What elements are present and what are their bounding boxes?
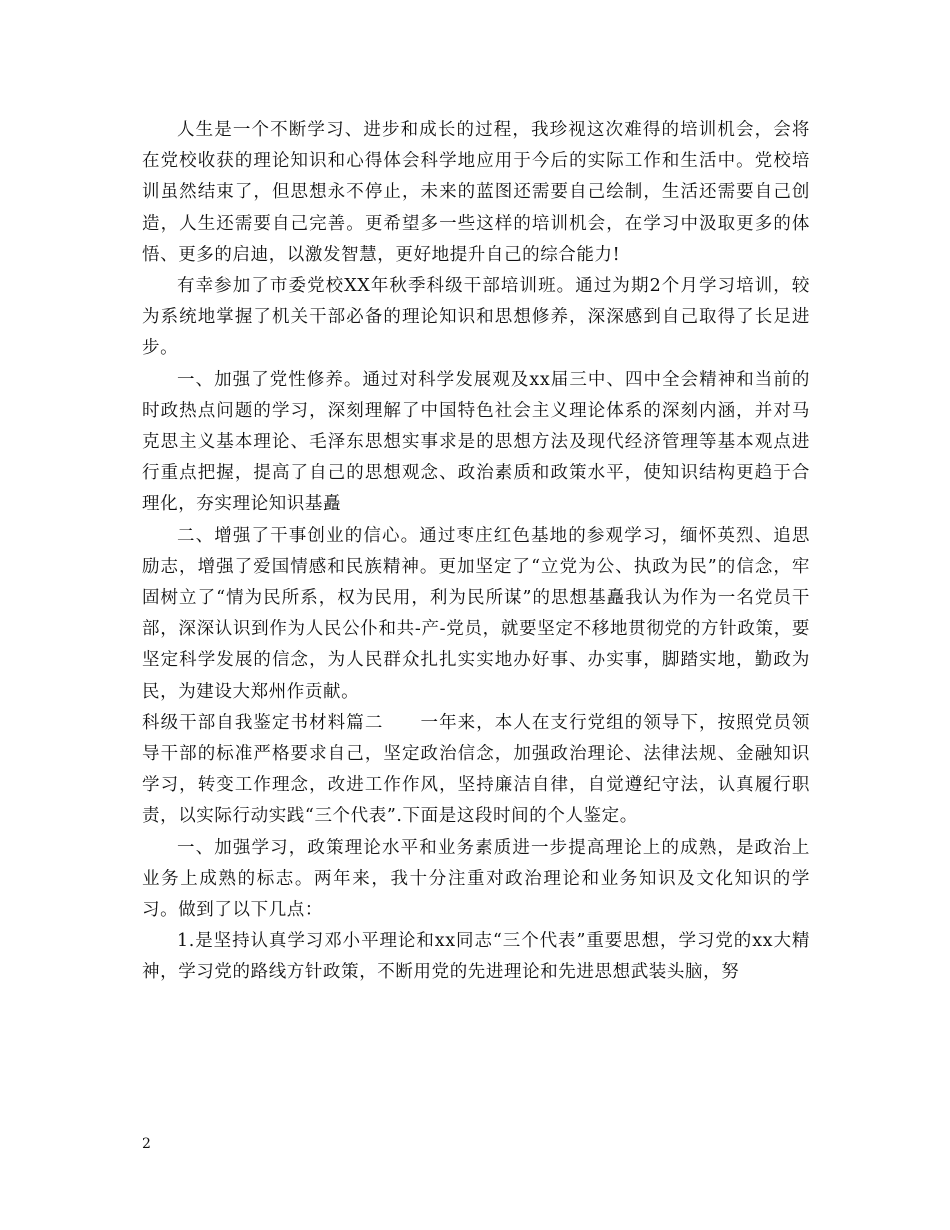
paragraph-study-point-one: 1.是坚持认真学习邓小平理论和xx同志“三个代表”重要思想，学习党的xx大精神，学习党的路线方针政策，不断用党的先进理论和先进思想武装头脑，努: [142, 931, 810, 983]
paragraph-training-reflection: 人生是一个不断学习、进步和成长的过程，我珍视这次难得的培训机会，会将在党校收获的理论知识和心得体会科学地应用于今后的实际工作和生活中。党校培训虽然结束了，但思想永不停止，未来的蓝图还需要自己绘制，生活还需要自己创造，人生还需要自己完善。更希望多一些这样的培训机会，在学习中汲取更多的体悟、更多的启迪，以激发智慧，更好地提升自己的综合能力!: [142, 120, 810, 265]
paragraph-career-confidence: 二、增强了干事创业的信心。通过枣庄红色基地的参观学习，缅怀英烈、追思励志，增强了爱国情感和民族精神。更加坚定了“立党为公、执政为民”的信念，牢固树立了“情为民所系，权为民用，利为民所谋”的思想基矗我认为作为一名党员干部，深深认识到作为人民公仆和共-产-党员，就要坚定不移地贯彻党的方针政策，要坚定科学发展的信念，为人民群众扎扎实实地办好事、办实事，脚踏实地，勤政为民，为建设大郑州作贡献。: [142, 525, 810, 702]
document-body: [142, 115, 810, 989]
paragraph-party-school-intro: 有幸参加了市委党校XX年秋季科级干部培训班。通过为期2个月学习培训，较为系统地掌握了机关干部必备的理论知识和思想修养，深深感到自己取得了长足进步。: [142, 276, 810, 359]
page-number: 2: [142, 1136, 151, 1152]
paragraph-section-two: 科级干部自我鉴定书材料篇二 一年来，本人在支行党组的领导下，按照党员领导干部的标准严格要求自己，坚定政治信念，加强政治理论、法律法规、金融知识学习，转变工作理念，改进工作作风，坚持廉洁自律，自觉遵纪守法，认真履行职责，以实际行动实践“三个代表”.下面是这段时间的个人鉴定。: [142, 712, 810, 827]
paragraph-strengthen-learning: 一、加强学习，政策理论水平和业务素质进一步提高理论上的成熟，是政治上业务上成熟的标志。两年来，我十分注重对政治理论和业务知识及文化知识的学习。做到了以下几点：: [142, 837, 810, 921]
paragraph-party-spirit: 一、加强了党性修养。通过对科学发展观及xx届三中、四中全会精神和当前的时政热点问题的学习，深刻理解了中国特色社会主义理论体系的深刻内涵，并对马克思主义基本理论、毛泽东思想实事求是的思想方法及现代经济管理等基本观点进行重点把握，提高了自己的思想观念、政治素质和政策水平，使知识结构更趋于合理化，夯实理论知识基矗: [142, 369, 810, 515]
